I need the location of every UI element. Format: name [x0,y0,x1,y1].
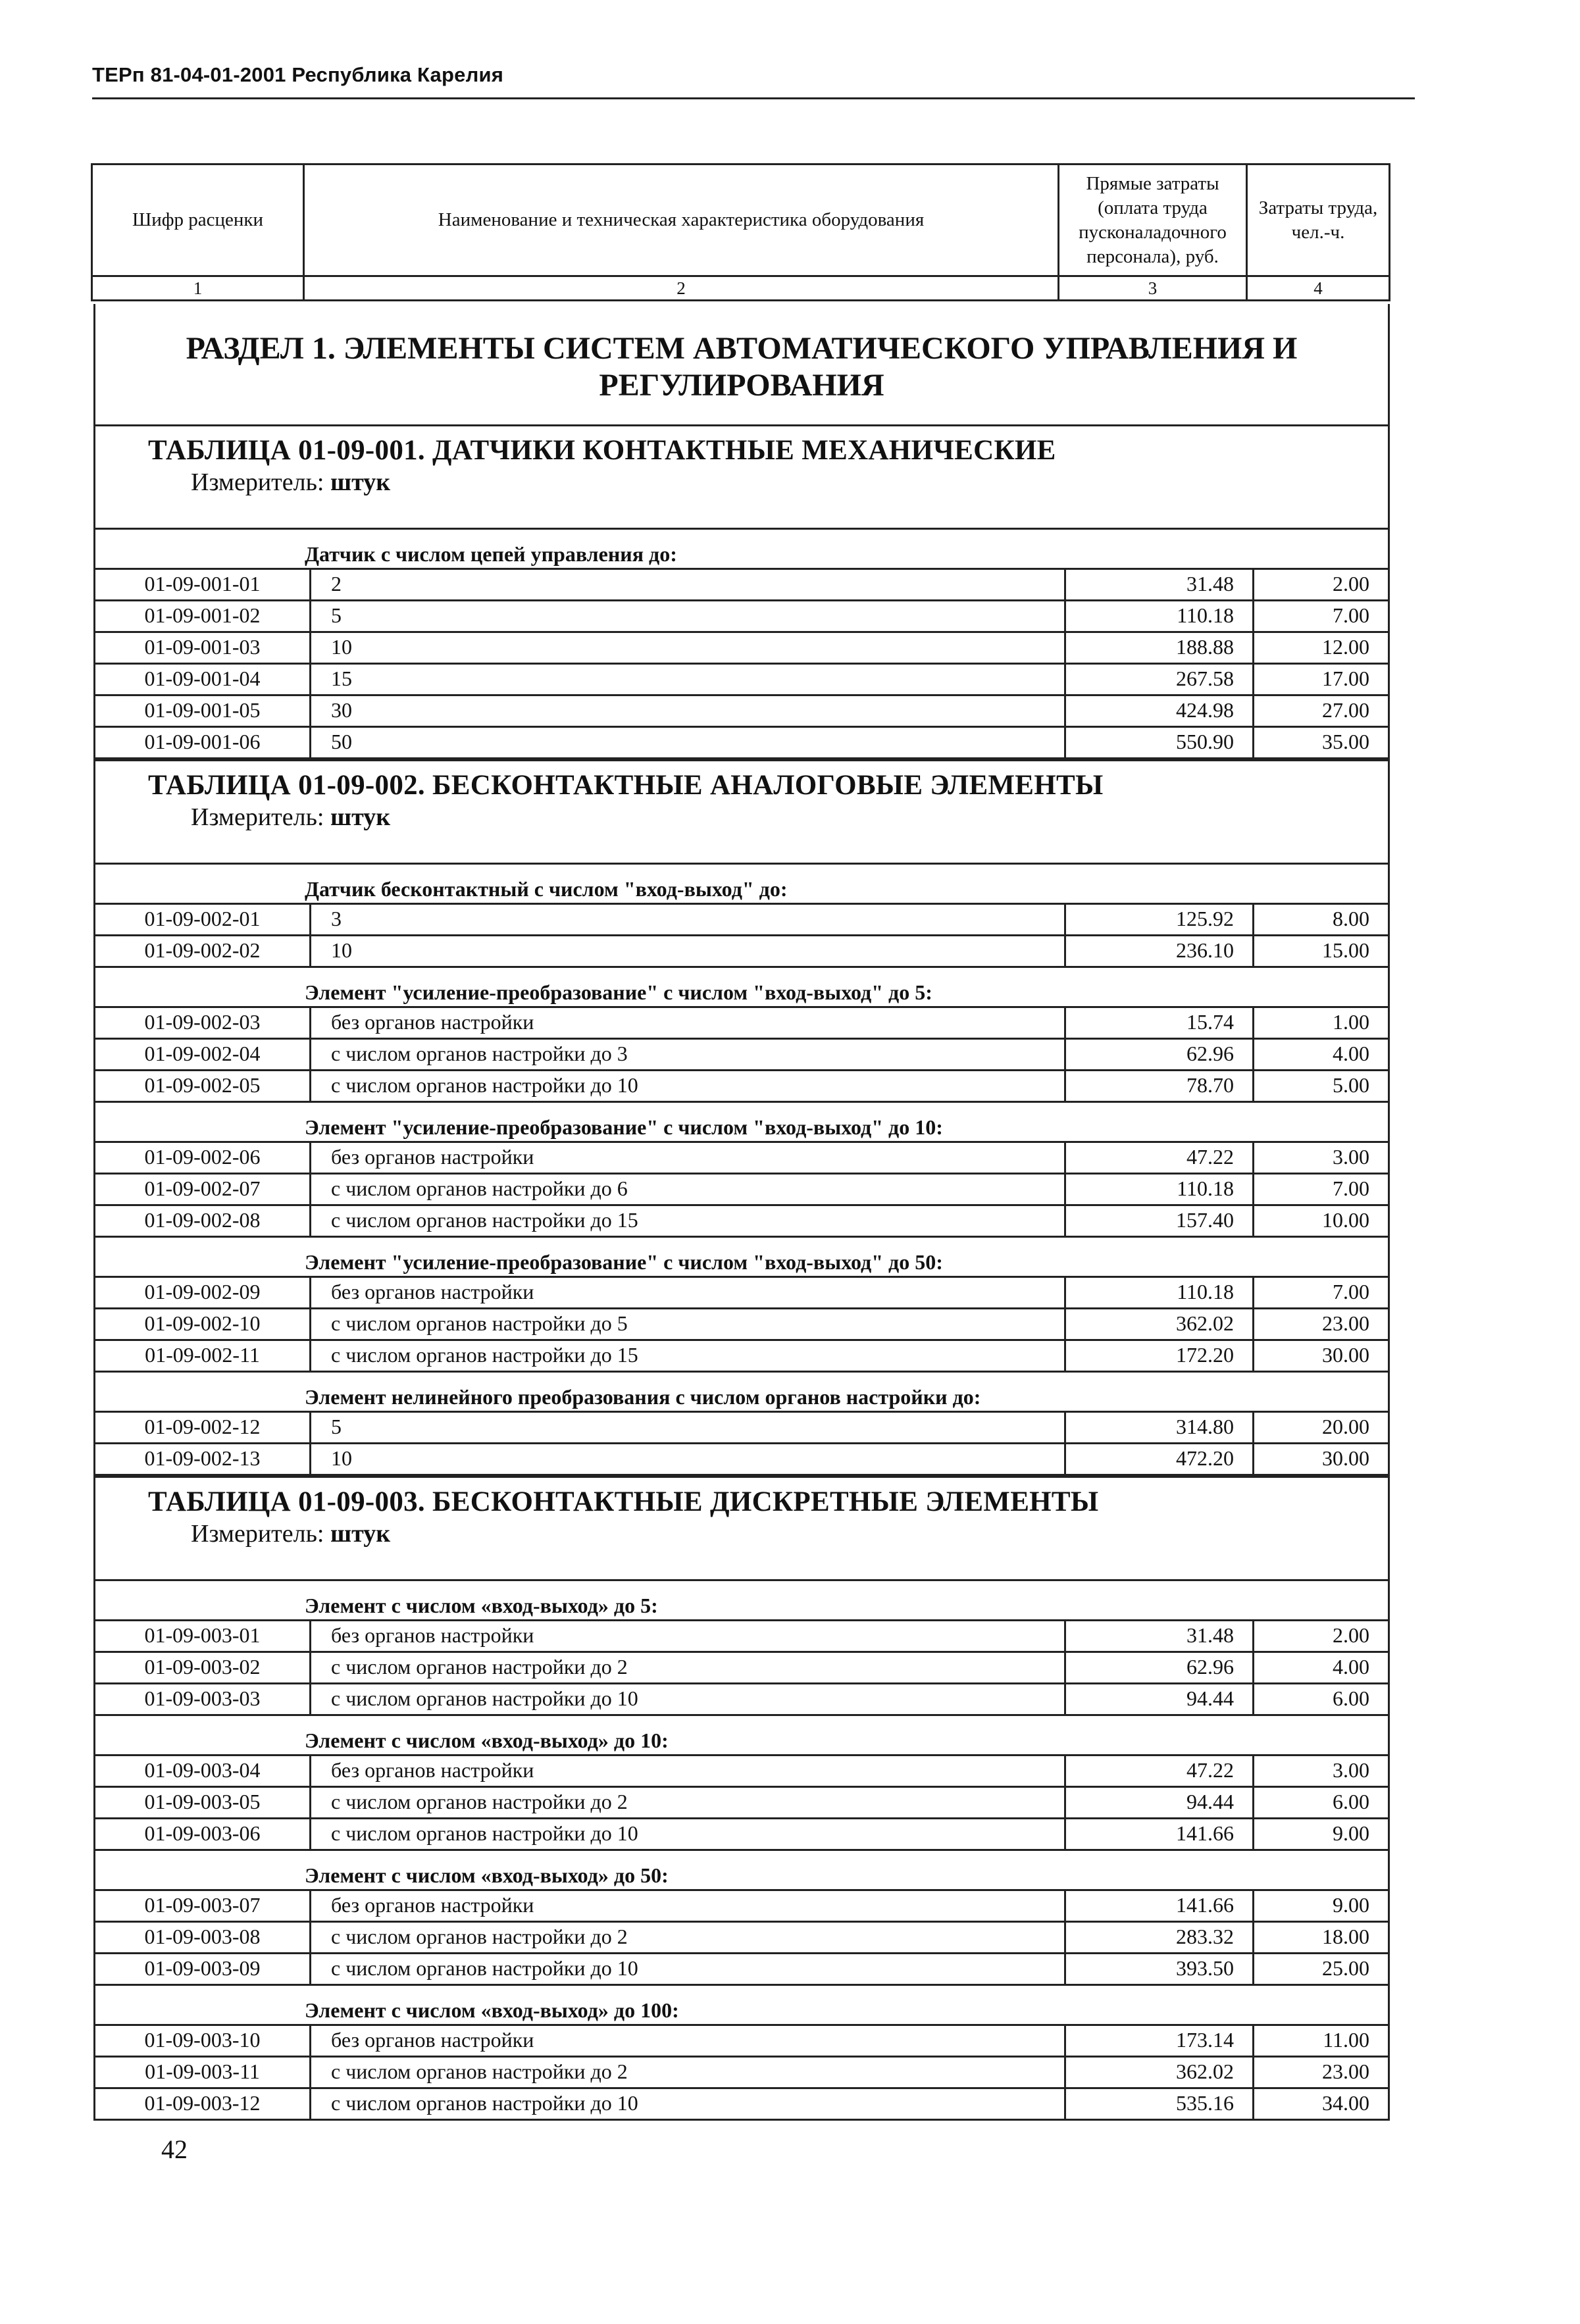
table-row [95,1444,1388,1476]
rate-code: 01-09-003-03 [95,1684,311,1714]
labor-hours: 30.00 [1322,1343,1369,1367]
group-heading: Элемент с числом «вход-выход» до 100: [305,1998,679,2022]
labor-hours: 7.00 [1333,1176,1369,1200]
table-row [95,1143,1388,1175]
table-title-divider [95,1549,1388,1581]
labor-hours: 2.00 [1333,572,1369,595]
rate-code: 01-09-002-07 [95,1175,311,1204]
rate-code: 01-09-003-10 [95,2026,311,2056]
estimate-table [95,426,1388,759]
group-heading: Элемент "усиление-преобразование" с числом "вход-выход" до 5: [305,980,932,1004]
rate-code: 01-09-001-01 [95,570,311,599]
direct-cost: 31.48 [1066,570,1254,599]
direct-cost: 472.20 [1066,1444,1254,1474]
table-row [95,1341,1388,1373]
price-table-body [93,304,1390,2121]
rate-code: 01-09-001-03 [95,633,311,663]
direct-cost: 173.14 [1066,2026,1254,2056]
page-number: 42 [161,2135,188,2164]
table-title: ТАБЛИЦА 01-09-001. ДАТЧИКИ КОНТАКТНЫЕ МЕХАНИЧЕСКИЕ [148,435,1056,466]
header-rule [92,97,1415,99]
item-description: с числом органов настройки до 10 [311,1071,1066,1101]
rate-code: 01-09-003-01 [95,1621,311,1651]
header-num-4: 4 [1247,276,1390,301]
labor-hours: 23.00 [1322,2059,1369,2083]
direct-cost: 314.80 [1066,1413,1254,1442]
table-row [95,665,1388,696]
item-description: без органов настройки [311,1278,1066,1307]
item-description: с числом органов настройки до 2 [311,1653,1066,1682]
rate-code: 01-09-002-01 [95,905,311,934]
table-row [95,1008,1388,1040]
rate-code: 01-09-003-05 [95,1788,311,1817]
table-row [95,1040,1388,1071]
group-heading-row [95,1716,1388,1756]
rate-code: 01-09-002-08 [95,1206,311,1236]
item-description: с числом органов настройки до 5 [311,1309,1066,1339]
labor-hours: 34.00 [1322,2091,1369,2115]
header-name: Наименование и техническая характеристика оборудования [304,164,1059,276]
header-labor: Затраты труда, чел.-ч. [1247,164,1390,276]
labor-hours: 4.00 [1333,1042,1369,1065]
header-code: Шифр расценки [92,164,304,276]
group-heading-row [95,1238,1388,1278]
group-heading: Элемент с числом «вход-выход» до 5: [305,1594,658,1617]
rate-code: 01-09-002-03 [95,1008,311,1038]
rate-code: 01-09-002-09 [95,1278,311,1307]
table-row [95,1891,1388,1923]
table-row [95,1684,1388,1716]
direct-cost: 78.70 [1066,1071,1254,1101]
table-title-block [95,761,1388,832]
table-title: ТАБЛИЦА 01-09-002. БЕСКОНТАКТНЫЕ АНАЛОГОВЫЕ ЭЛЕМЕНТЫ [148,770,1104,801]
direct-cost: 110.18 [1066,1175,1254,1204]
rate-code: 01-09-003-08 [95,1923,311,1952]
table-row [95,2058,1388,2089]
rate-code: 01-09-001-02 [95,601,311,631]
section-title [95,304,1388,426]
item-description: без органов настройки [311,1008,1066,1038]
rate-code: 01-09-002-10 [95,1309,311,1339]
direct-cost: 550.90 [1066,728,1254,757]
rate-code: 01-09-002-02 [95,936,311,966]
measure-unit-line [148,802,1388,832]
table-row [95,1954,1388,1986]
item-description: 5 [311,601,1066,631]
item-description: с числом органов настройки до 2 [311,2058,1066,2087]
group-heading: Элемент "усиление-преобразование" с числом "вход-выход" до 10: [305,1115,943,1139]
rate-code: 01-09-003-06 [95,1819,311,1849]
table-title-block [95,426,1388,497]
direct-cost: 47.22 [1066,1756,1254,1786]
table-row [95,2026,1388,2058]
labor-hours: 5.00 [1333,1073,1369,1097]
item-description: 30 [311,696,1066,726]
direct-cost: 110.18 [1066,1278,1254,1307]
labor-hours: 3.00 [1333,1145,1369,1169]
group-heading-row [95,1373,1388,1413]
direct-cost: 141.66 [1066,1891,1254,1921]
measure-label: Измеритель: [191,803,324,831]
table-row [95,1756,1388,1788]
table-row [95,905,1388,936]
group-heading-row [95,1986,1388,2026]
labor-hours: 18.00 [1322,1925,1369,1948]
labor-hours: 7.00 [1333,603,1369,627]
labor-hours: 2.00 [1333,1623,1369,1647]
item-description: с числом органов настройки до 15 [311,1341,1066,1371]
item-description: 2 [311,570,1066,599]
running-header: ТЕРп 81-04-01-2001 Республика Карелия [92,63,504,86]
measure-unit: штук [330,468,391,496]
item-description: 15 [311,665,1066,694]
labor-hours: 20.00 [1322,1415,1369,1438]
table-title: ТАБЛИЦА 01-09-003. БЕСКОНТАКТНЫЕ ДИСКРЕТНЫЕ ЭЛЕМЕНТЫ [148,1486,1099,1517]
item-description: с числом органов настройки до 15 [311,1206,1066,1236]
labor-hours: 9.00 [1333,1821,1369,1845]
item-description: 50 [311,728,1066,757]
section-title-line-2: РЕГУЛИРОВАНИЯ [599,367,884,403]
direct-cost: 31.48 [1066,1621,1254,1651]
group-heading: Датчик с числом цепей управления до: [305,542,677,566]
labor-hours: 4.00 [1333,1655,1369,1679]
table-row [95,1309,1388,1341]
rate-code: 01-09-001-04 [95,665,311,694]
labor-hours: 15.00 [1322,938,1369,962]
section-title-line-1: РАЗДЕЛ 1. ЭЛЕМЕНТЫ СИСТЕМ АВТОМАТИЧЕСКОГО УПРАВЛЕНИЯ И [186,330,1298,366]
direct-cost: 125.92 [1066,905,1254,934]
item-description: с числом органов настройки до 3 [311,1040,1066,1069]
item-description: 3 [311,905,1066,934]
labor-hours: 6.00 [1333,1686,1369,1710]
labor-hours: 1.00 [1333,1010,1369,1034]
item-description: 10 [311,1444,1066,1474]
table-row [95,1175,1388,1206]
table-title-block [95,1478,1388,1549]
measure-unit: штук [330,803,391,831]
table-row [95,601,1388,633]
group-heading: Элемент с числом «вход-выход» до 50: [305,1863,669,1887]
item-description: с числом органов настройки до 2 [311,1923,1066,1952]
measure-label: Измеритель: [191,468,324,496]
direct-cost: 283.32 [1066,1923,1254,1952]
table-row [95,1819,1388,1851]
item-description: 10 [311,633,1066,663]
direct-cost: 362.02 [1066,2058,1254,2087]
table-row [95,2089,1388,2119]
direct-cost: 172.20 [1066,1341,1254,1371]
labor-hours: 3.00 [1333,1758,1369,1782]
table-row [95,728,1388,759]
direct-cost: 424.98 [1066,696,1254,726]
item-description: без органов настройки [311,1756,1066,1786]
labor-hours: 7.00 [1333,1280,1369,1303]
table-row [95,1653,1388,1684]
rate-code: 01-09-003-07 [95,1891,311,1921]
rate-code: 01-09-002-13 [95,1444,311,1474]
header-cost: Прямые затраты (оплата труда пусконаладочного персонала), руб. [1059,164,1247,276]
rate-code: 01-09-001-05 [95,696,311,726]
labor-hours: 27.00 [1322,698,1369,722]
group-heading: Элемент с числом «вход-выход» до 10: [305,1729,669,1752]
group-heading: Элемент нелинейного преобразования с числом органов настройки до: [305,1385,981,1409]
direct-cost: 110.18 [1066,601,1254,631]
item-description: с числом органов настройки до 10 [311,1954,1066,1984]
table-row [95,696,1388,728]
table-row [95,1413,1388,1444]
measure-unit: штук [330,1520,391,1548]
table-row [95,1788,1388,1819]
group-heading: Датчик бесконтактный с числом "вход-выход" до: [305,877,788,901]
labor-hours: 17.00 [1322,667,1369,690]
item-description: 5 [311,1413,1066,1442]
labor-hours: 8.00 [1333,907,1369,930]
item-description: с числом органов настройки до 2 [311,1788,1066,1817]
rate-code: 01-09-003-09 [95,1954,311,1984]
header-num-3: 3 [1059,276,1247,301]
measure-unit-line [148,1519,1388,1549]
direct-cost: 157.40 [1066,1206,1254,1236]
table-row [95,1206,1388,1238]
direct-cost: 141.66 [1066,1819,1254,1849]
group-heading-row [95,1103,1388,1143]
estimate-table [95,759,1388,1476]
item-description: без органов настройки [311,1143,1066,1173]
labor-hours: 12.00 [1322,635,1369,659]
measure-unit-line [148,467,1388,497]
direct-cost: 188.88 [1066,633,1254,663]
rate-code: 01-09-003-12 [95,2089,311,2119]
direct-cost: 393.50 [1066,1954,1254,1984]
table-title-divider [95,832,1388,865]
item-description: без органов настройки [311,1621,1066,1651]
rate-code: 01-09-003-11 [95,2058,311,2087]
labor-hours: 9.00 [1333,1893,1369,1917]
rate-code: 01-09-002-11 [95,1341,311,1371]
rate-code: 01-09-003-04 [95,1756,311,1786]
item-description: с числом органов настройки до 10 [311,2089,1066,2119]
measure-label: Измеритель: [191,1520,324,1548]
group-heading-row [95,530,1388,570]
item-description: с числом органов настройки до 6 [311,1175,1066,1204]
item-description: 10 [311,936,1066,966]
labor-hours: 35.00 [1322,730,1369,753]
labor-hours: 11.00 [1323,2028,1369,2052]
item-description: без органов настройки [311,1891,1066,1921]
table-row [95,1071,1388,1103]
rate-code: 01-09-002-06 [95,1143,311,1173]
group-heading-row [95,865,1388,905]
direct-cost: 47.22 [1066,1143,1254,1173]
rate-code: 01-09-001-06 [95,728,311,757]
tables-container [95,426,1388,2119]
labor-hours: 25.00 [1322,1956,1369,1980]
direct-cost: 62.96 [1066,1653,1254,1682]
direct-cost: 94.44 [1066,1788,1254,1817]
table-row [95,633,1388,665]
column-header-table [91,163,1390,301]
labor-hours: 10.00 [1322,1208,1369,1232]
direct-cost: 535.16 [1066,2089,1254,2119]
direct-cost: 15.74 [1066,1008,1254,1038]
group-heading-row [95,1581,1388,1621]
rate-code: 01-09-002-04 [95,1040,311,1069]
header-num-1: 1 [92,276,304,301]
item-description: с числом органов настройки до 10 [311,1684,1066,1714]
direct-cost: 62.96 [1066,1040,1254,1069]
table-row [95,1923,1388,1954]
labor-hours: 30.00 [1322,1446,1369,1470]
table-title-divider [95,497,1388,530]
table-row [95,570,1388,601]
labor-hours: 23.00 [1322,1311,1369,1335]
item-description: с числом органов настройки до 10 [311,1819,1066,1849]
group-heading-row [95,968,1388,1008]
direct-cost: 236.10 [1066,936,1254,966]
direct-cost: 94.44 [1066,1684,1254,1714]
item-description: без органов настройки [311,2026,1066,2056]
table-row [95,1621,1388,1653]
table-row [95,936,1388,968]
group-heading-row [95,1851,1388,1891]
rate-code: 01-09-002-05 [95,1071,311,1101]
group-heading: Элемент "усиление-преобразование" с числом "вход-выход" до 50: [305,1250,943,1274]
estimate-table [95,1476,1388,2119]
rate-code: 01-09-002-12 [95,1413,311,1442]
header-num-2: 2 [304,276,1059,301]
rate-code: 01-09-003-02 [95,1653,311,1682]
table-row [95,1278,1388,1309]
direct-cost: 362.02 [1066,1309,1254,1339]
labor-hours: 6.00 [1333,1790,1369,1813]
price-table-frame [93,304,1390,2121]
direct-cost: 267.58 [1066,665,1254,694]
